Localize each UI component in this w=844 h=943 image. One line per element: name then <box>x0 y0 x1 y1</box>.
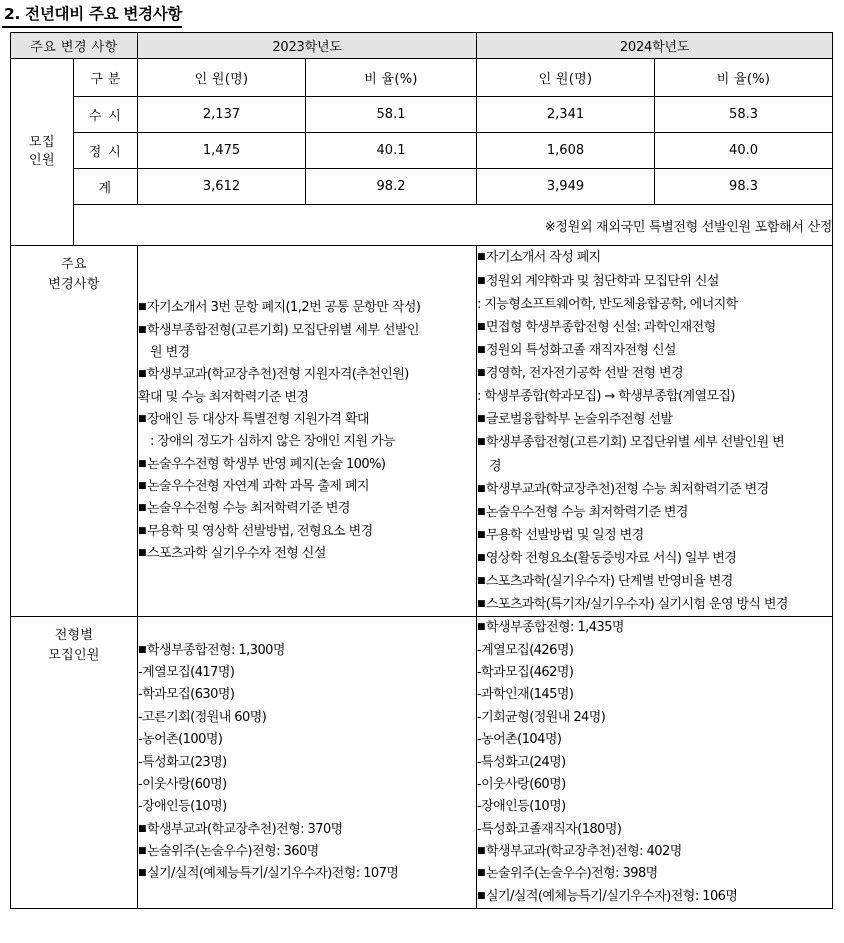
list-item: 확대 및 수능 최저학력기준 변경 <box>138 389 309 405</box>
list-item: ■ 자기소개서 작성 폐지 <box>477 246 832 269</box>
list-item: ■ 자기소개서 3번 문항 폐지(1,2번 공통 문항만 작성) <box>138 297 476 319</box>
list-item: ■ 학생부교과(학교장추천)전형 지원자격(추천인원) <box>138 364 476 386</box>
jeongsi-ratio-2023: 40.1 <box>306 133 477 169</box>
list-item: -이웃사랑(60명) <box>138 776 227 792</box>
list-item: ■ 실기/실적(예체능특기/실기우수자)전형: 106명 <box>477 886 832 908</box>
section-label-by-type-line1: 전형별 <box>54 628 94 644</box>
susi-count-2024: 2,341 <box>477 97 655 133</box>
list-item: 경 <box>489 458 501 474</box>
list-item: : 장애의 정도가 심하지 않은 장애인 지원 가능 <box>150 434 396 450</box>
list-item: -농어촌(100명) <box>138 732 223 748</box>
changes-list-2024 <box>477 246 833 617</box>
list-item: ■ 논술위주(논술우수)전형: 398명 <box>477 863 832 885</box>
list-item: ■ 스포츠과학(특기자/실기우수자) 실기시험 운영 방식 변경 <box>477 593 832 616</box>
header-row-label: 주요 변경 사항 <box>11 33 138 59</box>
list-item: ■ 정원외 특성화고졸 재직자전형 신설 <box>477 339 832 362</box>
list-item: ■ 무용학 선발방법 및 일정 변경 <box>477 524 832 547</box>
list-item: ■ 학생부교과(학교장추천)전형: 402명 <box>477 841 832 863</box>
total-ratio-2024: 98.3 <box>655 169 833 205</box>
list-item: -농어촌(104명) <box>477 732 562 748</box>
by-type-list-2023 <box>138 617 477 909</box>
total-count-2023: 3,612 <box>138 169 306 205</box>
jeongsi-count-2024: 1,608 <box>477 133 655 169</box>
list-item: -계열모집(417명) <box>138 665 235 681</box>
row-label-susi: 수 시 <box>74 97 138 133</box>
table-row <box>11 133 833 169</box>
row-label-jeongsi: 정 시 <box>74 133 138 169</box>
section-label-by-type <box>11 617 138 909</box>
subheader-division: 구 분 <box>74 59 138 97</box>
section-label-changes-line1: 주요 <box>61 257 87 273</box>
list-item: ■ 장애인 등 대상자 특별전형 지원가격 확대 <box>138 409 476 431</box>
list-item: -과학인재(145명) <box>477 687 574 703</box>
list-item: ■ 학생부종합전형(고른기회) 모집단위별 세부 선발인원 변 <box>477 431 832 454</box>
list-item: ■ 면접형 학생부종합전형 신설: 과학인재전형 <box>477 316 832 339</box>
row-label-total: 계 <box>74 169 138 205</box>
list-item: ■ 무용학 및 영상학 선발방법, 전형요소 변경 <box>138 521 476 543</box>
list-item: ■ 학생부종합전형: 1,435명 <box>477 617 832 639</box>
susi-ratio-2023: 58.1 <box>306 97 477 133</box>
list-item: ■ 스포츠과학 실기우수자 전형 신설 <box>138 543 476 565</box>
list-item: ■ 스포츠과학(실기우수자) 단계별 반영비율 변경 <box>477 570 832 593</box>
total-ratio-2023: 98.2 <box>306 169 477 205</box>
table-header-row <box>11 33 833 59</box>
list-item: -학과모집(462명) <box>477 665 574 681</box>
list-item: -이웃사랑(60명) <box>477 776 566 792</box>
list-item: ■ 논술우수전형 수능 최저학력기준 변경 <box>138 498 476 520</box>
list-item: ■ 글로벌융합학부 논술위주전형 선발 <box>477 408 832 431</box>
list-item: : 지능형소프트웨어학, 반도체융합공학, 에너지학 <box>477 296 738 312</box>
comparison-table <box>10 32 833 909</box>
list-item: ■ 경영학, 전자전기공학 선발 전형 변경 <box>477 362 832 385</box>
page-title-wrapper <box>0 0 844 29</box>
section-label-recruitment-line2: 인원 <box>28 153 56 169</box>
susi-count-2023: 2,137 <box>138 97 306 133</box>
list-item: ■ 논술우수전형 학생부 반영 폐지(논술 100%) <box>138 454 476 476</box>
list-item: -계열모집(426명) <box>477 642 574 658</box>
list-item: -학과모집(630명) <box>138 687 235 703</box>
list-item: -장애인등(10명) <box>138 799 227 815</box>
by-type-row <box>11 617 833 909</box>
changes-list-2023 <box>138 246 477 617</box>
list-item: ■ 학생부종합전형: 1,300명 <box>138 640 476 662</box>
subheader-ratio-2024: 비 율(%) <box>655 59 833 97</box>
header-year-2023: 2023학년도 <box>138 33 477 59</box>
list-item: -고른기회(정원내 60명) <box>138 709 267 725</box>
susi-ratio-2024: 58.3 <box>655 97 833 133</box>
list-item: ■ 영상학 전형요소(활동증빙자료 서식) 일부 변경 <box>477 547 832 570</box>
list-item: ■ 실기/실적(예체능특기/실기우수자)전형: 107명 <box>138 863 476 885</box>
total-count-2024: 3,949 <box>477 169 655 205</box>
section-label-recruitment-line1: 모집 <box>28 134 56 150</box>
list-item: -특성화고졸재직자(180명) <box>477 821 622 837</box>
list-item: : 학생부종합(학과모집) → 학생부종합(계열모집) <box>477 389 735 405</box>
table-note-row <box>11 205 833 246</box>
footnote-text: ※정원외 재외국민 특별전형 선발인원 포함해서 산정 <box>74 205 833 246</box>
page-title: 2. 전년대비 주요 변경사항 <box>2 2 182 28</box>
list-item: ■ 논술우수전형 자연계 과학 과목 출제 폐지 <box>138 476 476 498</box>
section-label-changes <box>11 246 138 617</box>
table-subheader-row <box>11 59 833 97</box>
list-item: ■ 논술우수전형 수능 최저학력기준 변경 <box>477 501 832 524</box>
list-item: ■ 논술위주(논술우수)전형: 360명 <box>138 841 476 863</box>
subheader-count-2024: 인 원(명) <box>477 59 655 97</box>
header-year-2024: 2024학년도 <box>477 33 833 59</box>
changes-row <box>11 246 833 617</box>
list-item: -기회균형(정원내 24명) <box>477 709 606 725</box>
list-item: ■ 학생부종합전형(고른기회) 모집단위별 세부 선발인 <box>138 320 476 342</box>
table-row <box>11 169 833 205</box>
list-item: ■ 학생부교과(학교장추천)전형 수능 최저학력기준 변경 <box>477 478 832 501</box>
by-type-list-2024 <box>477 617 833 909</box>
subheader-ratio-2023: 비 율(%) <box>306 59 477 97</box>
section-label-by-type-line2: 모집인원 <box>48 647 100 663</box>
section-label-changes-line2: 변경사항 <box>48 276 100 292</box>
list-item: -특성화고(24명) <box>477 754 566 770</box>
list-item: 원 변경 <box>150 344 190 360</box>
section-label-recruitment <box>11 59 74 246</box>
jeongsi-count-2023: 1,475 <box>138 133 306 169</box>
table-row <box>11 97 833 133</box>
list-item: -장애인등(10명) <box>477 799 566 815</box>
list-item: ■ 정원외 계약학과 및 첨단학과 모집단위 신설 <box>477 270 832 293</box>
jeongsi-ratio-2024: 40.0 <box>655 133 833 169</box>
list-item: -특성화고(23명) <box>138 754 227 770</box>
list-item: ■ 학생부교과(학교장추천)전형: 370명 <box>138 819 476 841</box>
subheader-count-2023: 인 원(명) <box>138 59 306 97</box>
